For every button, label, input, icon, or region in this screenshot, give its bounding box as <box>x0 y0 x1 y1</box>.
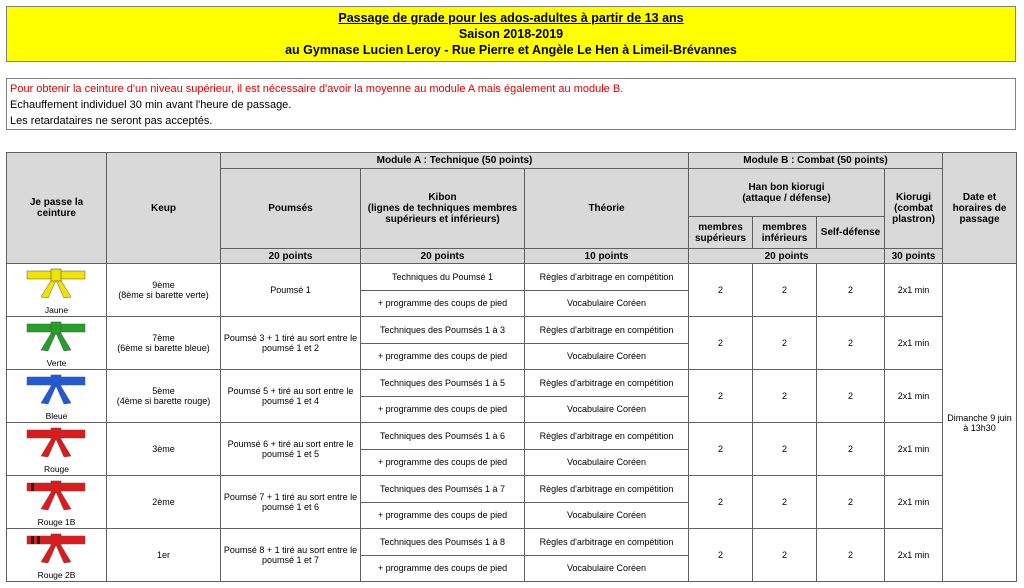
keup-cell: 5ème (4ème si barette rouge) <box>107 370 221 423</box>
season-label: Saison 2018-2019 <box>458 27 564 41</box>
membres-sup-cell: 2 <box>689 529 753 582</box>
kibon-kicks-cell: + programme des coups de pied <box>361 502 525 529</box>
kiorugi-cell: 2x1 min <box>885 317 943 370</box>
kibon-techniques-cell: Techniques du Poumsé 1 <box>361 264 525 291</box>
poumse-cell: Poumsé 7 + 1 tiré au sort entre le poumsé 1 et 6 <box>221 476 361 529</box>
table-body <box>7 264 1017 582</box>
header-hanbon-desc: (attaque / défense) <box>742 192 831 204</box>
header-kibon <box>361 169 525 249</box>
table-row <box>7 317 1017 344</box>
header-kibon-desc: (lignes de techniques membres supérieurs et inférieurs) <box>367 203 518 225</box>
theorie-vocabulaire-cell: Vocabulaire Coréen <box>525 396 689 423</box>
membres-sup-cell: 2 <box>689 370 753 423</box>
keup-cell: 7ème (6ème si barette bleue) <box>107 317 221 370</box>
points-poumses: 20 points <box>221 249 361 264</box>
belt-icon <box>23 426 89 460</box>
theorie-vocabulaire-cell: Vocabulaire Coréen <box>525 502 689 529</box>
belt-cell <box>7 423 107 476</box>
header-poumses: Poumsés <box>221 169 361 249</box>
kibon-techniques-cell: Techniques des Poumsés 1 à 5 <box>361 370 525 397</box>
header-module-a: Module A : Technique (50 points) <box>221 153 689 169</box>
latecomers-note: Les retardataires ne seront pas acceptés. <box>10 115 213 127</box>
poumse-cell: Poumsé 1 <box>221 264 361 317</box>
kiorugi-cell: 2x1 min <box>885 423 943 476</box>
belt-icon <box>23 320 89 354</box>
warmup-note: Echauffement individuel 30 min avant l'heure de passage. <box>10 99 292 111</box>
membres-inf-cell: 2 <box>753 476 817 529</box>
table-row <box>7 264 1017 291</box>
table-row <box>7 476 1017 503</box>
kibon-techniques-cell: Techniques des Poumsés 1 à 3 <box>361 317 525 344</box>
belt-icon <box>23 267 89 301</box>
header-self-defense: Self-défense <box>817 217 885 249</box>
belt-icon <box>23 479 89 513</box>
belt-cell <box>7 264 107 317</box>
theorie-vocabulaire-cell: Vocabulaire Coréen <box>525 449 689 476</box>
belt-cell <box>7 529 107 582</box>
points-hanbon: 20 points <box>689 249 885 264</box>
belt-name: Jaune <box>44 305 69 315</box>
header-membres-sup: membres supérieurs <box>689 217 753 249</box>
header-theorie: Théorie <box>525 169 689 249</box>
theorie-arbitrage-cell: Règles d'arbitrage en compétition <box>525 476 689 503</box>
venue-label: au Gymnase Lucien Leroy - Rue Pierre et Angèle Le Hen à Limeil-Brévannes <box>285 43 737 57</box>
keup-cell: 3ème <box>107 423 221 476</box>
header-hanbon <box>689 169 885 217</box>
table-row <box>7 529 1017 556</box>
poumse-cell: Poumsé 8 + 1 tiré au sort entre le poumsé 1 et 7 <box>221 529 361 582</box>
keup-cell: 2ème <box>107 476 221 529</box>
header-dates: Date et horaires de passage <box>943 153 1017 264</box>
membres-sup-cell: 2 <box>689 264 753 317</box>
self-defense-cell: 2 <box>817 370 885 423</box>
membres-inf-cell: 2 <box>753 317 817 370</box>
belt-cell <box>7 370 107 423</box>
keup-cell: 1er <box>107 529 221 582</box>
table-row <box>7 370 1017 397</box>
self-defense-cell: 2 <box>817 423 885 476</box>
header-module-b: Module B : Combat (50 points) <box>689 153 943 169</box>
notes-box <box>6 78 1016 130</box>
kibon-kicks-cell: + programme des coups de pied <box>361 555 525 582</box>
self-defense-cell: 2 <box>817 529 885 582</box>
table-row <box>7 423 1017 450</box>
points-kibon: 20 points <box>361 249 525 264</box>
header-membres-inf: membres inférieurs <box>753 217 817 249</box>
kiorugi-cell: 2x1 min <box>885 529 943 582</box>
membres-sup-cell: 2 <box>689 476 753 529</box>
grading-table <box>6 152 1017 582</box>
header-kibon-title: Kibon <box>428 192 457 203</box>
header-kiorugi: Kiorugi (combat plastron) <box>885 169 943 249</box>
belt-name: Rouge 2B <box>37 570 76 580</box>
dates-cell: Dimanche 9 juin à 13h30 <box>943 264 1017 582</box>
keup-cell: 9ème (8ème si barette verte) <box>107 264 221 317</box>
membres-inf-cell: 2 <box>753 423 817 476</box>
membres-inf-cell: 2 <box>753 529 817 582</box>
self-defense-cell: 2 <box>817 476 885 529</box>
kibon-techniques-cell: Techniques des Poumsés 1 à 6 <box>361 423 525 450</box>
header-belt: Je passe la ceinture <box>7 153 107 264</box>
belt-name: Bleue <box>45 411 68 421</box>
self-defense-cell: 2 <box>817 264 885 317</box>
theorie-arbitrage-cell: Règles d'arbitrage en compétition <box>525 264 689 291</box>
kibon-kicks-cell: + programme des coups de pied <box>361 449 525 476</box>
page-title: Passage de grade pour les ados-adultes à partir de 13 ans <box>338 11 684 25</box>
belt-name: Verte <box>46 358 67 368</box>
membres-inf-cell: 2 <box>753 370 817 423</box>
belt-name: Rouge <box>43 464 70 474</box>
kibon-kicks-cell: + programme des coups de pied <box>361 396 525 423</box>
kibon-kicks-cell: + programme des coups de pied <box>361 290 525 317</box>
belt-cell <box>7 317 107 370</box>
theorie-vocabulaire-cell: Vocabulaire Coréen <box>525 343 689 370</box>
warning-note: Pour obtenir la ceinture d'un niveau supérieur, il est nécessaire d'avoir la moyenne au module A mais également au module B. <box>10 83 624 95</box>
theorie-vocabulaire-cell: Vocabulaire Coréen <box>525 290 689 317</box>
poumse-cell: Poumsé 6 + tiré au sort entre le poumsé 1 et 5 <box>221 423 361 476</box>
kiorugi-cell: 2x1 min <box>885 264 943 317</box>
belt-icon <box>23 373 89 407</box>
membres-sup-cell: 2 <box>689 317 753 370</box>
poumse-cell: Poumsé 3 + 1 tiré au sort entre le poumsé 1 et 2 <box>221 317 361 370</box>
kibon-techniques-cell: Techniques des Poumsés 1 à 8 <box>361 529 525 556</box>
poumse-cell: Poumsé 5 + tiré au sort entre le poumsé 1 et 4 <box>221 370 361 423</box>
kibon-techniques-cell: Techniques des Poumsés 1 à 7 <box>361 476 525 503</box>
belt-name: Rouge 1B <box>37 517 76 527</box>
self-defense-cell: 2 <box>817 317 885 370</box>
kibon-kicks-cell: + programme des coups de pied <box>361 343 525 370</box>
theorie-arbitrage-cell: Règles d'arbitrage en compétition <box>525 317 689 344</box>
theorie-vocabulaire-cell: Vocabulaire Coréen <box>525 555 689 582</box>
header-hanbon-title: Han bon kiorugi <box>748 181 825 193</box>
theorie-arbitrage-cell: Règles d'arbitrage en compétition <box>525 529 689 556</box>
header-keup: Keup <box>107 153 221 264</box>
points-theorie: 10 points <box>525 249 689 264</box>
belt-icon <box>23 532 89 566</box>
theorie-arbitrage-cell: Règles d'arbitrage en compétition <box>525 423 689 450</box>
theorie-arbitrage-cell: Règles d'arbitrage en compétition <box>525 370 689 397</box>
kiorugi-cell: 2x1 min <box>885 370 943 423</box>
kiorugi-cell: 2x1 min <box>885 476 943 529</box>
belt-cell <box>7 476 107 529</box>
title-banner <box>6 6 1016 62</box>
membres-sup-cell: 2 <box>689 423 753 476</box>
points-kiorugi: 30 points <box>885 249 943 264</box>
membres-inf-cell: 2 <box>753 264 817 317</box>
